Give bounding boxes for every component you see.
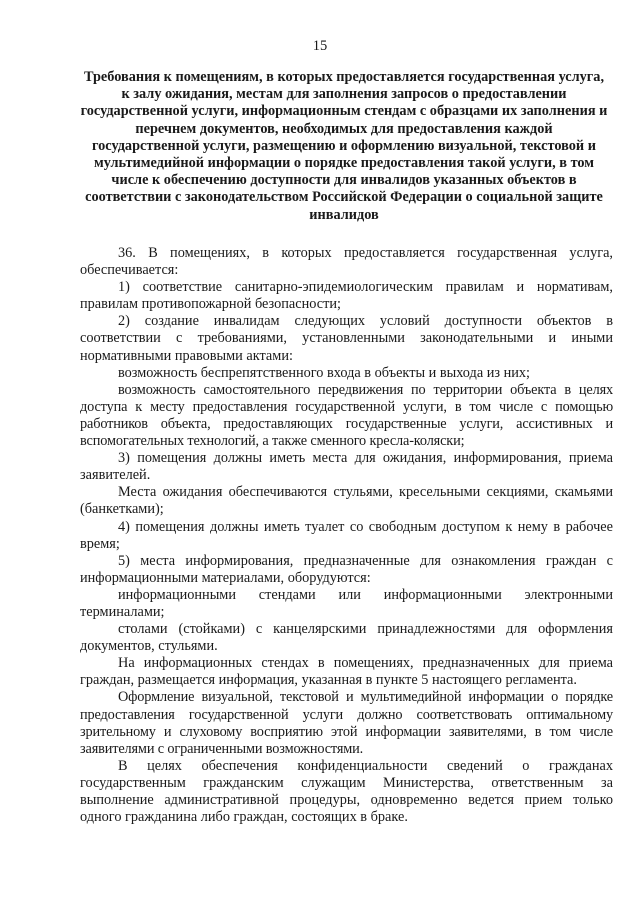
paragraph-info-stands: информационными стендами или информационными электронными терминалами;: [80, 586, 613, 620]
paragraph-item-4: 4) помещения должны иметь туалет со свободным доступом к нему в рабочее время;: [80, 518, 613, 552]
paragraph-waiting-places: Места ожидания обеспечиваются стульями, кресельными секциями, скамьями (банкетками);: [80, 484, 613, 518]
paragraph-design: Оформление визуальной, текстовой и мультимедийной информации о порядке предоставления государственной услуги должно соответствовать оптимальному зрительному и слуховому восприятию этой информации заявителями, в том числе заявителями с ограниченными возможностями.: [80, 689, 613, 757]
paragraph-item-5: 5) места информирования, предназначенные для ознакомления граждан с информационными материалами, оборудуются:: [80, 552, 613, 586]
paragraph-item-3: 3) помещения должны иметь места для ожидания, информирования, приема заявителей.: [80, 450, 613, 484]
paragraph-entry-access: возможность беспрепятственного входа в объекты и выхода из них;: [118, 364, 531, 381]
paragraph-item-2: 2) создание инвалидам следующих условий доступности объектов в соответствии с требованиями, установленными законодательными и иными нормативными правовыми актами:: [80, 313, 613, 364]
paragraph-movement: возможность самостоятельного передвижения по территории объекта в целях доступа к месту предоставления государственной услуги, в том числе с помощью работников объекта, предоставляющих государственные услуги, ассистивных и вспомогательных технологий, а также сменного кресла-коляски;: [80, 381, 613, 450]
paragraph-item-1: 1) соответствие санитарно-эпидемиологическим правилам и нормативам, правилам противопожарной безопасности;: [80, 279, 613, 313]
section-heading: Требования к помещениям, в которых предоставляется государственная услуга, к залу ожидания, местам для заполнения запросов о предоставлении государственной услуги, информационным стендам с образцами их заполнения и перечнем документов, необходимых для предоставления каждой государственной услуги, размещению и оформлению визуальной, текстовой и мультимедийной информации о порядке предоставления такой услуги, в том числе к обеспечению доступности для инвалидов указанных объектов в соответствии с законодательством Российской Федерации о социальной защите инвалидов: [80, 69, 608, 223]
paragraph-stand-info: На информационных стендах в помещениях, предназначенных для приема граждан, размещается информация, указанная в пункте 5 настоящего регламента.: [80, 655, 613, 689]
page-number: 15: [312, 38, 328, 54]
paragraph-36-intro: 36. В помещениях, в которых предоставляется государственная услуга, обеспечивается:: [80, 245, 613, 279]
paragraph-tables: столами (стойками) с канцелярскими принадлежностями для оформления документов, стульями.: [80, 621, 613, 655]
paragraph-confidentiality: В целях обеспечения конфиденциальности сведений о гражданах государственным гражданским служащим Министерства, ответственным за выполнение административной процедуры, одновременно ведется прием только одного гражданина либо граждан, состоящих в браке.: [80, 757, 613, 826]
body-text: [80, 245, 613, 826]
